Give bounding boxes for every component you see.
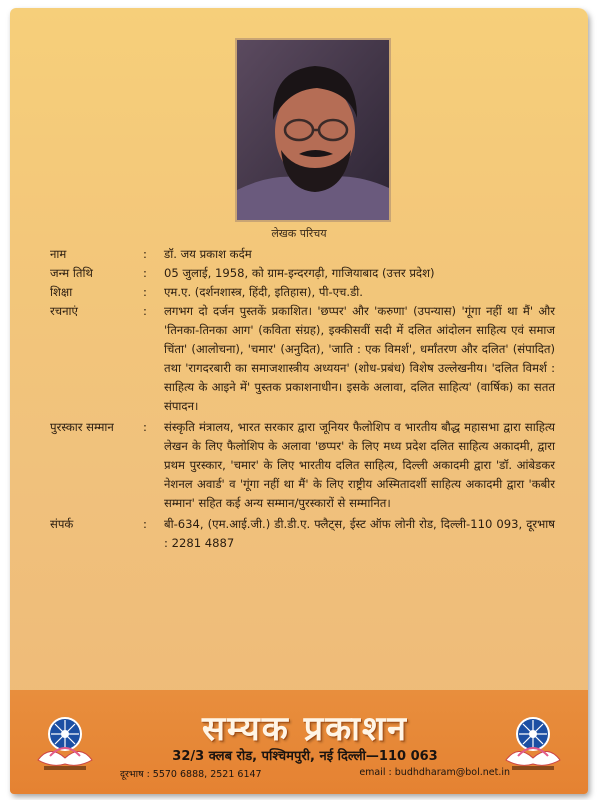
- bio-value: बी-634, (एम.आई.जी.) डी.डी.ए. फ्लैट्स, ईस्ट ऑफ लोनी रोड, दिल्ली-110 093, दूरभाष : 2281 4887: [164, 517, 555, 550]
- publisher-contact: [120, 767, 510, 780]
- bio-row-works: [50, 302, 555, 416]
- bio-separator: :: [143, 420, 147, 434]
- bio-row-contact: [50, 515, 555, 553]
- bio-row-dob: [50, 264, 555, 283]
- bio-value: डॉ. जय प्रकाश कर्दम: [164, 247, 252, 261]
- publisher-address: 32/3 क्लब रोड, पश्चिमपुरी, नई दिल्ली—110 063: [172, 749, 438, 764]
- publisher-email: email : budhdharam@bol.net.in: [359, 767, 510, 778]
- bio-label: जन्म तिथि: [50, 266, 93, 280]
- bio-separator: :: [143, 285, 147, 299]
- bio-value: लगभग दो दर्जन पुस्तकें प्रकाशित। 'छप्पर' और 'करुणा' (उपन्यास) 'गूंगा नहीं था मैं' और 'तिनका-तिनका आग' (कविता संग्रह), इक्कीसवीं सदी में दलित आंदोलन साहित्य एवं समाज चिंता' (आलोचना), 'चमार' (अनुदित), 'जाति : एक विमर्श', धर्मांतरण और दलित' (संपादित) तथा 'रागदरबारी का समाजशास्त्रीय अध्ययन' (शोध-प्रबंध) विशेष उल्लेखनीय। 'दलित विमर्श : साहित्य के आइने में' पुस्तक प्रकाशनाधीन। इसके अलावा, दलित साहित्य' (वार्षिक) का सतत संपादन।: [164, 304, 555, 413]
- bio-label: पुरस्कार सम्मान: [50, 420, 114, 434]
- bio-label: संपर्क: [50, 517, 74, 531]
- bio-label: नाम: [50, 247, 67, 261]
- bio-separator: :: [143, 266, 147, 280]
- bio-value: संस्कृति मंत्रालय, भारत सरकार द्वारा जूनियर फैलोशिप व भारतीय बौद्ध महासभा द्वारा साहित्य लेखन के लिए फैलोशिप के अलावा 'छप्पर' के लिए मध्य प्रदेश दलित साहित्य अकादमी, द्वारा प्रथम पुरस्कार, 'चमार' के लिए भारतीय दलित साहित्य, दिल्ली अकादमी द्वारा 'डॉ. आंबेडकर नेशनल अवार्ड' व 'गूंगा नहीं था मैं' के लिए राष्ट्रीय अस्मितादर्शी साहित्य अकादमी द्वारा 'कबीर सम्मान' सहित कई अन्य सम्मान/पुरस्कारों से सम्मानित।: [164, 420, 555, 510]
- bio-row-awards: [50, 418, 555, 513]
- bio-separator: :: [143, 304, 147, 318]
- bio-label: शिक्षा: [50, 285, 73, 299]
- bio-row-education: [50, 283, 555, 302]
- publisher-name: सम्यक प्रकाशन: [202, 709, 408, 749]
- bio-value: 05 जुलाई, 1958, को ग्राम-इन्दरगढ़ी, गाजियाबाद (उत्तर प्रदेश): [164, 266, 435, 280]
- book-back-cover: [10, 8, 588, 794]
- bio-separator: :: [143, 247, 147, 261]
- publisher-phone: दूरभाष : 5570 6888, 2521 6147: [120, 769, 262, 780]
- bio-value: एम.ए. (दर्शनशास्त्र, हिंदी, इतिहास), पी-एच.डी.: [164, 285, 363, 299]
- bio-row-name: [50, 245, 555, 264]
- bio-label: रचनाएं: [50, 304, 78, 318]
- bio-separator: :: [143, 517, 147, 531]
- author-intro-heading: लेखक परिचय: [271, 227, 327, 240]
- author-photo: [235, 38, 391, 222]
- author-bio: [50, 245, 555, 553]
- lotus-chakra-logo-icon: [498, 714, 568, 776]
- lotus-chakra-logo-icon: [30, 714, 100, 776]
- publisher-band: [10, 690, 588, 794]
